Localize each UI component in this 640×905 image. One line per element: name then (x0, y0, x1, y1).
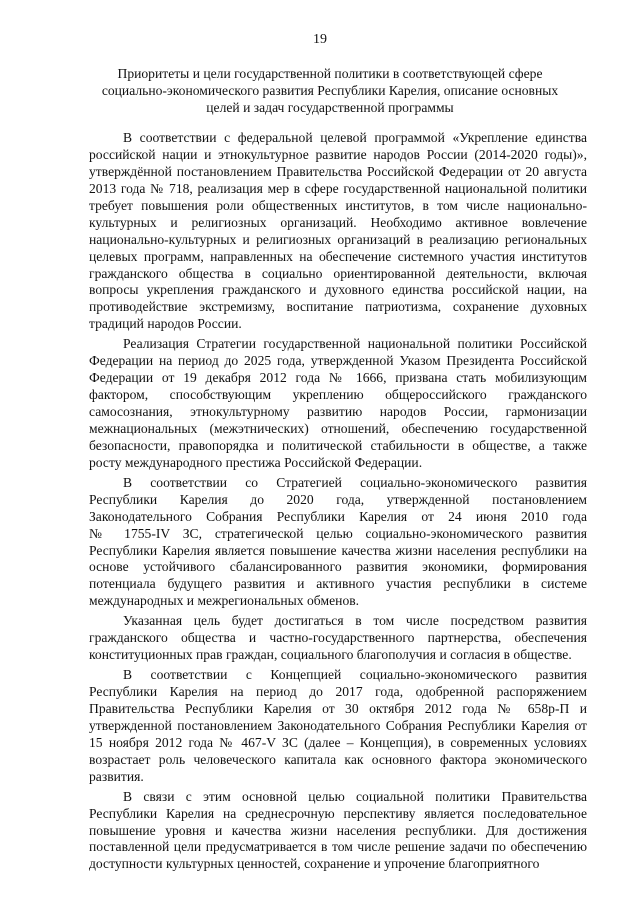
paragraph-line: гражданского общества в социально ориентированной деятельности, включая (89, 265, 587, 281)
paragraph-line: поставленной цели предусматривается в том числе решение задачи по обеспечению (89, 839, 587, 855)
paragraph-line: потенциала будущего развития и активного участия республики в системе (89, 576, 587, 592)
paragraph-line: целевых программ, направленных на обеспечение системного участия институтов (89, 248, 587, 264)
heading-line: социально-экономического развития Республики Карелия, описание основных (101, 82, 559, 98)
paragraph-line: Республики Карелия на период до 2017 года, одобренной распоряжением (89, 684, 587, 699)
paragraph-line: утверждённой постановлением Правительства Российской Федерации от 20 августа (89, 163, 587, 179)
paragraph-line: В соответствии со Стратегией социально-экономического развития (123, 474, 587, 490)
page-number: 19 (313, 32, 327, 47)
paragraph-line: культурных и религиозных организаций. Необходимо активное вовлечение (89, 214, 587, 230)
paragraph-line: межнациональных (межэтнических) отношений, обеспечению государственной (89, 420, 587, 436)
paragraph-line: 2013 года № 718, реализация мер в сфере государственной национальной политики (89, 180, 587, 196)
paragraph (89, 130, 587, 333)
paragraph-line: утвержденной постановлением Законодательного Собрания Республики Карелия от (89, 717, 587, 733)
heading-line: Приоритеты и цели государственной политики в соответствующей сфере (117, 66, 543, 81)
paragraph-line: В связи с этим основной целью социальной политики Правительства (123, 788, 587, 804)
paragraph-line: 15 ноября 2012 года № 467-V ЗС (далее – Концепция), в современных условиях (89, 734, 587, 750)
paragraph-line: Законодательного Собрания Республики Карелия от 24 июня 2010 года (89, 508, 587, 524)
paragraph-line: противодействие экстремизму, воспитание патриотизма, сохранение духовных (89, 299, 587, 315)
paragraph-line: конституционных прав граждан, социального благополучия и согласия в обществе. (89, 647, 572, 663)
paragraph (89, 336, 587, 472)
paragraph-line: Республики Карелия на среднесрочную перспективу является последовательное (89, 805, 587, 821)
paragraph-line: Правительства Республики Карелия от 30 октября 2012 года № 658р-П и (89, 700, 587, 716)
paragraph-line: Федерации на период до 2025 года, утвержденной Указом Президента Российской (89, 353, 587, 369)
paragraph-line: национально-культурных и религиозных организаций в реализацию региональных (89, 231, 587, 247)
paragraph-line: традиций народов России. (89, 316, 242, 332)
paragraph (89, 613, 587, 664)
paragraph (89, 789, 587, 874)
paragraph-line: международных и межрегиональных обменов. (89, 593, 360, 609)
paragraph-line: развития. (89, 768, 144, 784)
paragraph-line: вопросы укрепления гражданского и духовного единства российской нации, на (89, 282, 587, 298)
paragraph-line: В соответствии с федеральной целевой программой «Укрепление единства (123, 130, 587, 145)
paragraph-line: гражданского общества и частно-государственного партнерства, обеспечения (89, 630, 587, 646)
paragraph-line: Республики Карелия до 2020 года, утвержденной постановлением (89, 491, 587, 507)
paragraph-line: В соответствии с Концепцией социально-экономического развития (123, 667, 587, 683)
paragraph-line: Республики Карелия является повышение качества жизни населения республики на (89, 542, 587, 558)
paragraph-line: фактором, способствующим укреплению общероссийского гражданского (89, 387, 587, 403)
paragraph-line: возрастает роль человеческого капитала как основного фактора экономического (89, 751, 587, 767)
heading-line: целей и задач государственной программы (206, 99, 454, 115)
section-heading (96, 66, 564, 116)
paragraph-line: № 1755-IV ЗС, стратегической целью социально-экономического развития (89, 525, 587, 541)
paragraph-line: российской нации и этнокультурное развитие народов России (2014-2020 годы)», (89, 146, 587, 162)
paragraph-line: повышение уровня и качества жизни населения республики. Для достижения (89, 822, 587, 838)
paragraph-line: безопасности, правопорядка и политической стабильности в обществе, а также (89, 437, 587, 453)
paragraph-line: самосознания, этнокультурному развитию народов России, гармонизации (89, 404, 587, 419)
paragraph-line: Федерации от 19 декабря 2012 года № 1666, призвана стать мобилизующим (89, 370, 587, 386)
paragraph-line: росту международного престижа Российской Федерации. (89, 454, 423, 470)
paragraph (89, 667, 587, 786)
paragraph-line: Указанная цель будет достигаться в том числе посредством развития (123, 613, 587, 629)
paragraph-line: основе устойчивого сбалансированного развития экономики, формирования (89, 559, 587, 575)
paragraph (89, 475, 587, 611)
paragraph-line: требует повышения роли общественных институтов, в том числе национально- (89, 197, 587, 213)
paragraph-line: доступности культурных ценностей, сохранение и упрочение благоприятного (89, 856, 540, 872)
body-text (89, 130, 587, 873)
paragraph-line: Реализация Стратегии государственной национальной политики Российской (123, 336, 587, 352)
